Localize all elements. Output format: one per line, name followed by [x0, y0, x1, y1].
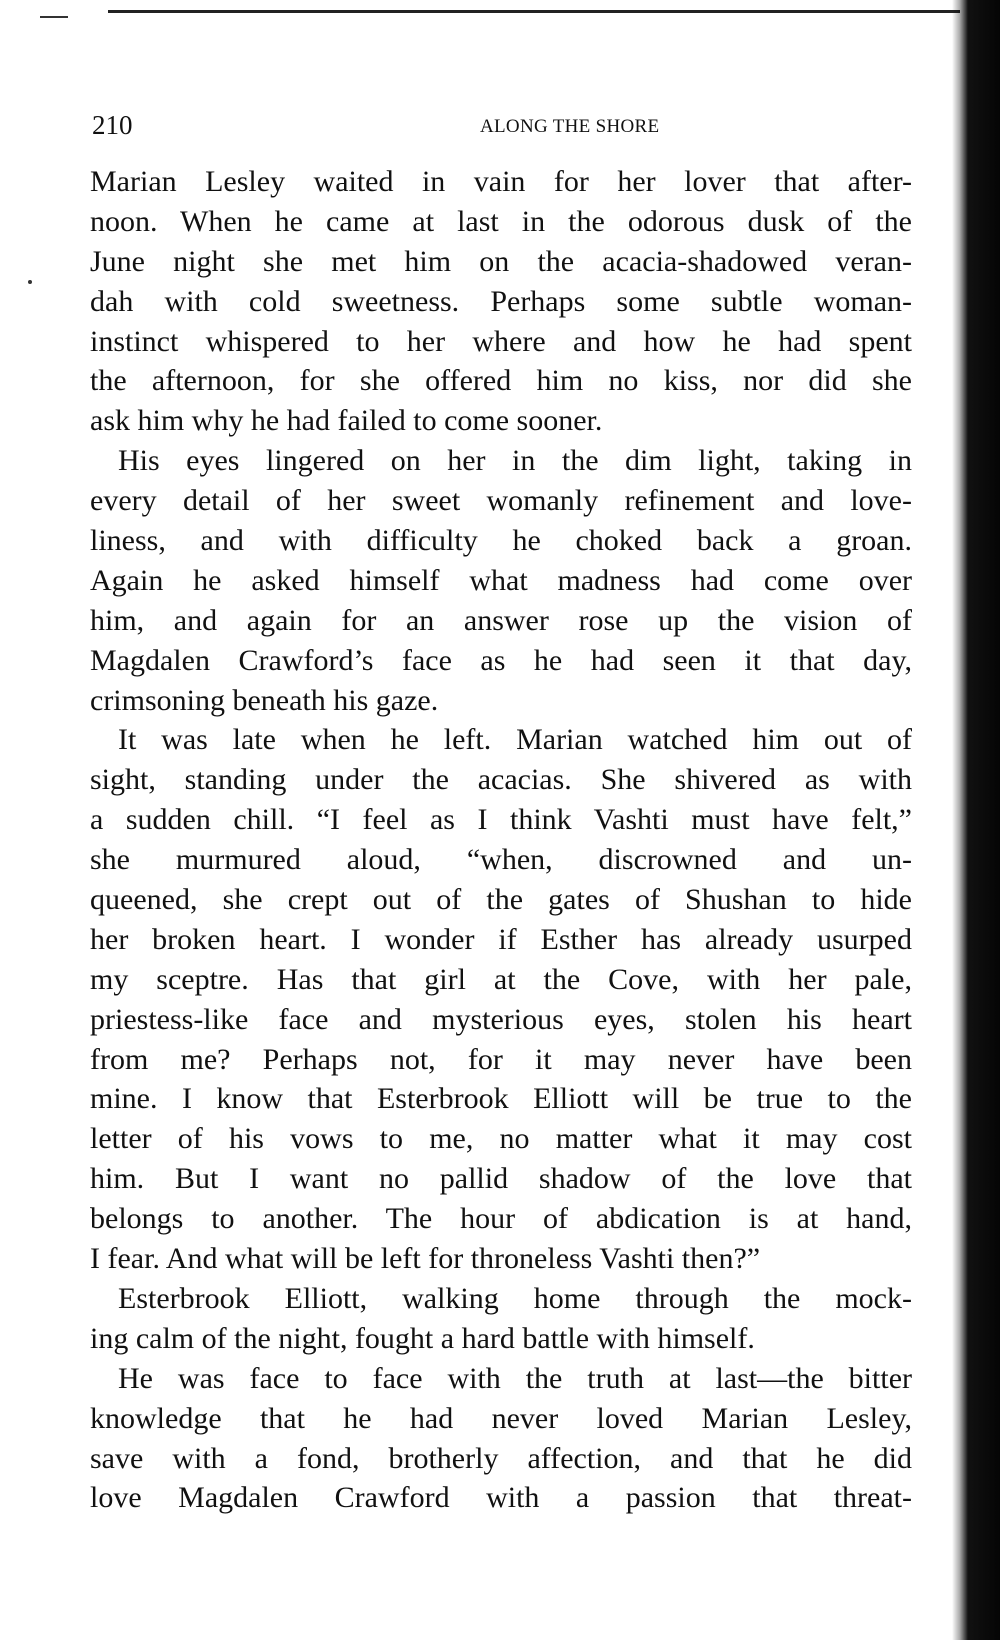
text-line: dah with cold sweetness. Perhaps some subtle woman-	[90, 284, 912, 318]
text-line: crimsoning beneath his gaze.	[90, 683, 439, 717]
text-line: It was late when he left. Marian watched him out of	[118, 723, 912, 757]
text-line: every detail of her sweet womanly refinement and love-	[90, 484, 912, 518]
text-line: belongs to another. The hour of abdication is at hand,	[90, 1202, 912, 1236]
text-line: a sudden chill. “I feel as I think Vashti must have felt,”	[90, 803, 912, 837]
text-line: the afternoon, for she offered him no kiss, nor did she	[90, 364, 912, 398]
text-line: love Magdalen Crawford with a passion that threat-	[90, 1481, 912, 1515]
text-line: ask him why he had failed to come sooner.	[90, 404, 603, 438]
text-line: I fear. And what will be left for throneless Vashti then?”	[90, 1242, 761, 1276]
text-line: Marian Lesley waited in vain for her lover that after-	[90, 165, 912, 198]
text-line: knowledge that he had never loved Marian Lesley,	[90, 1401, 912, 1435]
text-line: noon. When he came at last in the odorous dusk of the	[90, 204, 912, 238]
binding-shadow	[952, 0, 1000, 1640]
text-line: from me? Perhaps not, for it may never have been	[90, 1042, 912, 1076]
text-line: she murmured aloud, “when, discrowned and un-	[90, 843, 912, 877]
text-line: Esterbrook Elliott, walking home through the mock-	[118, 1281, 912, 1315]
text-line: mine. I know that Esterbrook Elliott will be true to the	[90, 1082, 912, 1116]
text-line: instinct whispered to her where and how he had spent	[90, 324, 912, 358]
page-header	[92, 108, 952, 142]
text-line: liness, and with difficulty he choked back a groan.	[90, 524, 912, 558]
text-line: June night she met him on the acacia-shadowed veran-	[90, 244, 912, 278]
scan-speck	[28, 280, 32, 284]
text-line: queened, she crept out of the gates of Shushan to hide	[90, 883, 912, 917]
running-head: ALONG THE SHORE	[480, 116, 660, 137]
text-line: His eyes lingered on her in the dim light, taking in	[118, 444, 912, 478]
top-rule-short	[40, 16, 68, 18]
text-line: save with a fond, brotherly affection, and that he did	[90, 1441, 912, 1475]
text-line: him. But I want no pallid shadow of the love that	[90, 1162, 912, 1196]
page-number: 210	[92, 110, 133, 140]
text-line: sight, standing under the acacias. She shivered as with	[90, 763, 912, 797]
text-line: letter of his vows to me, no matter what it may cost	[90, 1122, 912, 1156]
text-line: He was face to face with the truth at last—the bitter	[118, 1361, 912, 1395]
text-line: priestess-like face and mysterious eyes, stolen his heart	[90, 1002, 912, 1036]
top-rule	[108, 10, 960, 13]
text-line: Again he asked himself what madness had come over	[90, 563, 912, 597]
text-line: Magdalen Crawford’s face as he had seen it that day,	[90, 643, 912, 677]
text-line: ing calm of the night, fought a hard battle with himself.	[90, 1321, 755, 1355]
text-line: my sceptre. Has that girl at the Cove, with her pale,	[90, 962, 912, 996]
body-text	[90, 162, 912, 1518]
text-line: her broken heart. I wonder if Esther has already usurped	[90, 922, 912, 956]
text-line: him, and again for an answer rose up the vision of	[90, 603, 912, 637]
